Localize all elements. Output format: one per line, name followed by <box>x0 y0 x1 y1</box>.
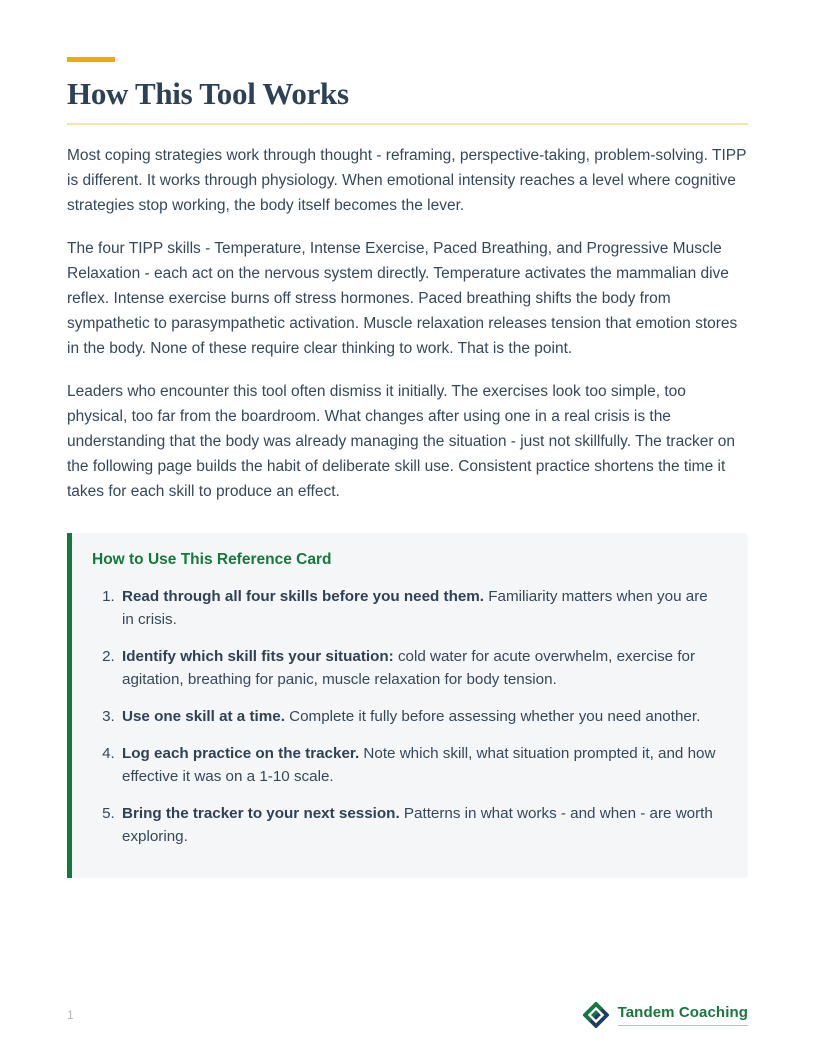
gold-accent-bar <box>67 57 115 62</box>
body-copy <box>67 143 748 504</box>
list-item-lead: Log each practice on the tracker. <box>122 745 360 763</box>
paragraph-intro: Most coping strategies work through thought - reframing, perspective-taking, problem-solving. TIPP is different. It works through physiology. When emotional intensity reaches a level where cognitive strategies stop working, the body itself becomes the lever. <box>67 147 747 215</box>
paragraph-leaders: Leaders who encounter this tool often dismiss it initially. The exercises look too simple, too physical, too far from the boardroom. What changes after using one in a real crisis is the understanding that the body was already managing the situation - just not skillfully. The tracker on the following page builds the habit of deliberate skill use. Consistent practice shortens the time it takes for each skill to produce an effect. <box>67 383 736 501</box>
list-item <box>119 585 720 631</box>
list-item-detail: cold water for acute overwhelm, exercise for agitation, breathing for panic, muscle relaxation for body tension. <box>122 648 696 689</box>
reference-card-callout <box>67 533 748 878</box>
page-title: How This Tool Works <box>67 76 349 111</box>
tandem-diamond-logo-icon <box>583 1002 609 1028</box>
list-item-lead: Read through all four skills before you need them. <box>122 588 485 606</box>
list-item-lead: Use one skill at a time. <box>122 708 285 726</box>
page-content <box>67 0 748 878</box>
list-item <box>119 742 720 788</box>
brand-name: Tandem Coaching <box>618 1004 748 1026</box>
callout-title: How to Use This Reference Card <box>92 551 332 569</box>
title-divider <box>67 123 748 125</box>
list-item-detail: Note which skill, what situation prompted it, and how effective it was on a 1-10 scale. <box>122 745 716 786</box>
instruction-list <box>92 585 720 848</box>
brand-lockup[interactable] <box>583 1002 748 1028</box>
list-item <box>119 705 720 728</box>
list-item-detail: Patterns in what works - and when - are worth exploring. <box>122 805 713 846</box>
paragraph-skills: The four TIPP skills - Temperature, Intense Exercise, Paced Breathing, and Progressive Muscle Relaxation - each act on the nervous system directly. Temperature activates the mammalian dive reflex. Intense exercise burns off stress hormones. Paced breathing shifts the body from sympathetic to parasympathetic activation. Muscle relaxation releases tension that emotion stores in the body. None of these require clear thinking to work. That is the point. <box>67 240 738 358</box>
list-item-detail: Familiarity matters when you are in crisis. <box>122 588 708 629</box>
list-item <box>119 645 720 691</box>
list-item-lead: Identify which skill fits your situation: <box>122 648 394 666</box>
page-number: 1 <box>67 1008 74 1022</box>
list-item-detail: Complete it fully before assessing whether you need another. <box>284 708 701 726</box>
list-item-lead: Bring the tracker to your next session. <box>122 805 400 823</box>
list-item <box>119 802 720 848</box>
